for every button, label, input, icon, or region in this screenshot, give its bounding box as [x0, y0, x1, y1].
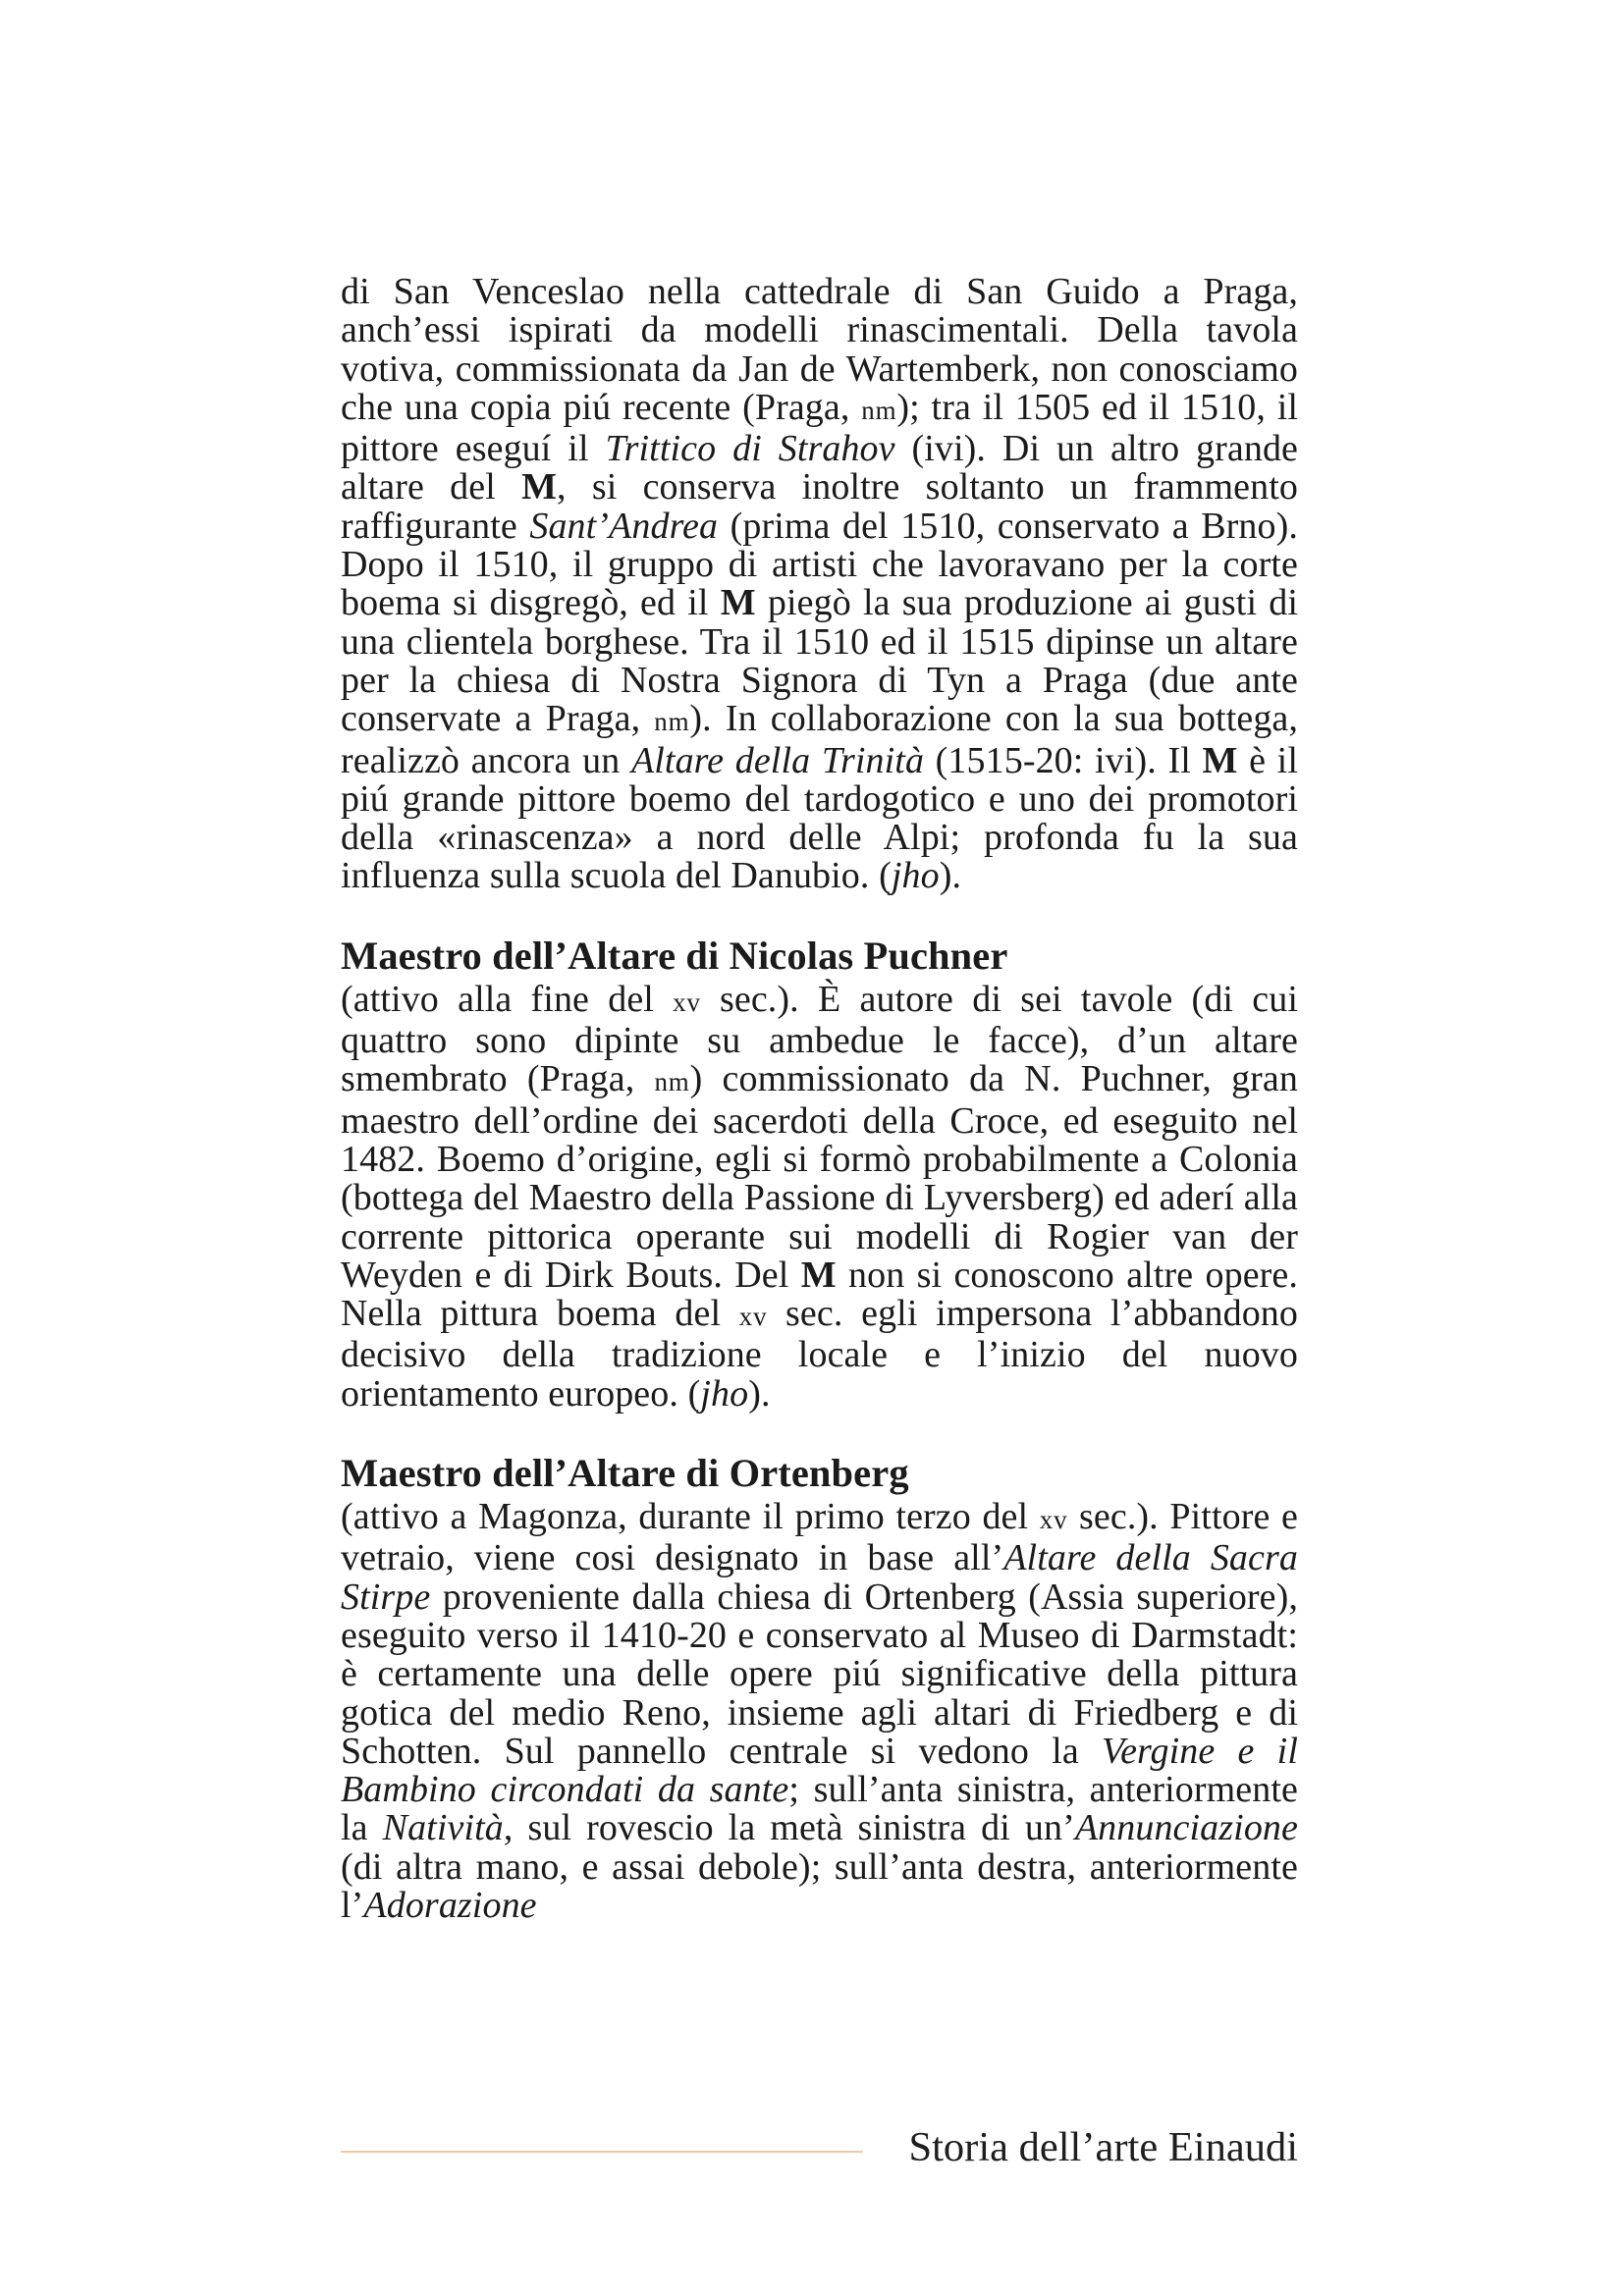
text-segment: M	[800, 1254, 837, 1296]
text-segment: (attivo a Magonza, durante il primo terzo del	[341, 1496, 1040, 1538]
text-segment: Sant’Andrea	[529, 505, 719, 547]
text-segment: ) commissionato da N. Puchner, gran maestro dell’ordine dei sacerdoti della Croce, ed eseguito nel 1482. Boemo d’origine, egli si formò probabilmente a Colonia (bottega del Maestro della Passione di Lyversberg) ed aderí alla corrente pittorica operante sui modelli di Rogier van der Weyden e di Dirk Bouts. Del	[341, 1058, 1298, 1296]
text-segment: jho	[700, 1372, 749, 1415]
entry-title: Maestro dell’Altare di Ortenberg	[341, 1451, 909, 1496]
text-segment: ).	[748, 1372, 771, 1415]
text-segment: nm	[654, 707, 690, 737]
text-segment: di San Venceslao nella cattedrale di San Guido a Praga, anch’essi ispirati da modelli rinascimentali. Della tavola votiva, commissionata da Jan de Wartemberk, non conosciamo che una copia piú recente (Praga,	[341, 271, 1298, 428]
text-segment: xv	[1039, 1505, 1068, 1535]
text-segment: Altare della Trinità	[630, 739, 925, 781]
text-segment: (1515-20: ivi). Il	[924, 739, 1203, 781]
text-segment: non si conoscono altre opere. Nella pittura boema del	[341, 1254, 1298, 1335]
text-segment: (attivo alla fine del	[341, 978, 674, 1020]
text-segment: Altare della Sacra Stirpe	[341, 1537, 1298, 1618]
entry-body	[341, 1498, 1298, 1925]
text-segment: jho	[891, 855, 940, 897]
text-segment: (ivi). Di un altro grande altare del	[341, 428, 1299, 508]
text-segment: Vergine e il Bambino circondati da sante	[341, 1730, 1299, 1811]
text-segment: xv	[673, 987, 701, 1017]
page-body	[341, 273, 1298, 1925]
text-segment: Adorazione	[363, 1884, 537, 1926]
text-segment: sec. egli impersona l’abbandono decisivo della tradizione locale e l’inizio del nuovo orientamento europeo. (	[341, 1293, 1298, 1415]
entry-ortenberg	[341, 1449, 1298, 1925]
text-segment: ; sull’anta sinistra, anteriormente la	[341, 1769, 1298, 1849]
page-footer	[341, 2120, 1298, 2175]
text-segment: M	[720, 582, 756, 624]
text-segment: sec.). È autore di sei tavole (di cui quattro sono dipinte su ambedue le facce), d’un altare smembrato (Praga,	[341, 978, 1298, 1100]
text-segment: sec.). Pittore e vetraio, viene cosi designato in base all’	[341, 1496, 1298, 1579]
text-segment: nm	[861, 395, 897, 425]
text-segment: Natività	[382, 1807, 504, 1849]
entry-body	[341, 978, 1298, 1415]
text-segment: xv	[738, 1302, 768, 1332]
text-segment: M	[1202, 739, 1238, 781]
footer-rule	[341, 2151, 863, 2153]
text-segment: Trittico di Strahov	[605, 428, 895, 470]
text-segment: (prima del 1510, conservato a Brno). Dopo il 1510, il gruppo di artisti che lavoravano per la corte boema si disgregò, ed il	[341, 505, 1298, 624]
text-segment: , sul rovescio la metà sinistra di un’	[503, 1807, 1075, 1849]
text-segment: nm	[654, 1067, 690, 1097]
text-segment: , si conserva inoltre soltanto un frammento raffigurante	[341, 466, 1298, 547]
entry-puchner	[341, 932, 1298, 1414]
text-segment: proveniente dalla chiesa di Ortenberg (Assia superiore), eseguito verso il 1410-20 e conservato al Museo di Darmstadt: è certamente una delle opere piú significative della pittura gotica del medio Reno, insieme agli altari di Friedberg e di Schotten. Sul pannello centrale si vedono la	[341, 1575, 1298, 1772]
footer-title: Storia dell’arte Einaudi	[908, 2124, 1298, 2170]
text-segment: ); tra il 1505 ed il 1510, il pittore eseguí il	[341, 386, 1299, 470]
text-segment: Annunciazione	[1074, 1807, 1298, 1849]
text-segment: (di altra mano, e assai debole); sull’anta destra, anteriormente l’	[341, 1845, 1298, 1926]
text-segment: ). In collaborazione con la sua bottega, realizzò ancora un	[341, 698, 1298, 781]
text-segment: M	[521, 466, 558, 508]
entry-title: Maestro dell’Altare di Nicolas Puchner	[341, 933, 1008, 978]
text-segment: è il piú grande pittore boemo del tardogotico e uno dei promotori della «rinascenza» a nord delle Alpi; profonda fu la sua influenza sulla scuola del Danubio. (	[341, 739, 1298, 897]
text-segment: ).	[939, 855, 962, 897]
paragraph-intro	[341, 273, 1298, 896]
text-segment: piegò la sua produzione ai gusti di una clientela borghese. Tra il 1510 ed il 1515 dipinse un altare per la chiesa di Nostra Signora di Tyn a Praga (due ante conservate a Praga,	[341, 582, 1299, 740]
